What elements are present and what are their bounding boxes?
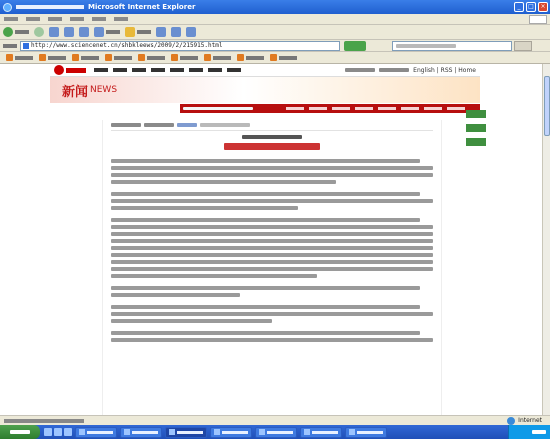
- task-icon: [349, 429, 355, 435]
- site-nav-item[interactable]: [151, 68, 165, 72]
- mail-icon: [171, 27, 181, 37]
- menu-view[interactable]: [48, 17, 62, 21]
- menu-file[interactable]: [4, 17, 18, 21]
- links-item[interactable]: [237, 54, 264, 61]
- start-label: [10, 430, 30, 434]
- forward-button[interactable]: [34, 27, 44, 37]
- banner-title-en: NEWS: [90, 85, 118, 95]
- address-label: [3, 44, 17, 48]
- vertical-scrollbar[interactable]: [542, 64, 550, 415]
- sciencenet-logo[interactable]: [54, 65, 86, 75]
- taskbar-button[interactable]: [255, 427, 297, 438]
- task-icon: [79, 429, 85, 435]
- quick-launch-icon[interactable]: [64, 428, 72, 436]
- globe-icon: [507, 417, 515, 425]
- channel-item[interactable]: [332, 107, 350, 110]
- site-header: [50, 64, 480, 77]
- article-paragraph: [111, 192, 433, 210]
- quick-launch-icon[interactable]: [44, 428, 52, 436]
- site-nav-item[interactable]: [94, 68, 108, 72]
- site-nav-item[interactable]: [113, 68, 127, 72]
- menu-tools[interactable]: [92, 17, 106, 21]
- star-icon: [125, 27, 135, 37]
- zone-label: Internet: [518, 417, 542, 424]
- side-tag[interactable]: [466, 124, 486, 132]
- side-tag[interactable]: [466, 138, 486, 146]
- task-icon: [304, 429, 310, 435]
- window-title-bar: [0, 0, 550, 14]
- channel-item[interactable]: [447, 107, 465, 110]
- scrollbar-thumb[interactable]: [544, 76, 550, 136]
- minimize-button[interactable]: _: [514, 2, 524, 12]
- link-icon: [237, 54, 244, 61]
- status-bar: [0, 415, 550, 425]
- taskbar-button[interactable]: [300, 427, 342, 438]
- forward-arrow-icon: [34, 27, 44, 37]
- links-item[interactable]: [171, 54, 198, 61]
- side-tags: [466, 110, 486, 152]
- refresh-button[interactable]: [64, 27, 74, 37]
- back-arrow-icon: [3, 27, 13, 37]
- security-zone: [507, 417, 542, 425]
- links-item[interactable]: [105, 54, 132, 61]
- header-right-links: [345, 67, 480, 74]
- channel-item[interactable]: [424, 107, 442, 110]
- task-icon: [214, 429, 220, 435]
- page-viewport: [0, 64, 542, 415]
- breadcrumb: [180, 104, 280, 113]
- address-text: http://www.sciencenet.cn/shbkleews/2009/2/215915.html: [31, 41, 223, 49]
- taskbar-button-active[interactable]: [165, 427, 207, 438]
- stop-icon: [49, 27, 59, 37]
- menu-favorites[interactable]: [70, 17, 84, 21]
- quick-launch-icon[interactable]: [54, 428, 62, 436]
- page-icon: [23, 43, 29, 49]
- article-headline-text: [224, 143, 320, 150]
- channel-item[interactable]: [309, 107, 327, 110]
- search-label: [106, 30, 120, 34]
- link-icon: [204, 54, 211, 61]
- quick-launch: [44, 428, 72, 436]
- link-icon: [171, 54, 178, 61]
- close-button[interactable]: ×: [538, 2, 548, 12]
- status-text: [4, 419, 84, 423]
- history-icon: [156, 27, 166, 37]
- article-headline: [111, 143, 433, 150]
- article-meta: [111, 120, 433, 131]
- article-paragraph: [111, 331, 433, 342]
- home-icon: [79, 27, 89, 37]
- print-icon: [186, 27, 196, 37]
- breadcrumb-text[interactable]: [183, 107, 253, 110]
- refresh-icon: [64, 27, 74, 37]
- link-icon: [138, 54, 145, 61]
- header-link[interactable]: [379, 68, 409, 72]
- menu-help[interactable]: [114, 17, 128, 21]
- favorites-label: [137, 30, 151, 34]
- link-icon: [72, 54, 79, 61]
- maximize-button[interactable]: □: [526, 2, 536, 12]
- channel-item[interactable]: [286, 107, 304, 110]
- go-button[interactable]: [344, 41, 366, 51]
- links-item[interactable]: [39, 54, 66, 61]
- site-nav-item[interactable]: [208, 68, 222, 72]
- favorites-button[interactable]: [125, 27, 151, 37]
- taskbar-button[interactable]: [75, 427, 117, 438]
- banner-title-cn: 新闻: [62, 84, 89, 100]
- window-controls: [514, 2, 548, 12]
- news-banner: [50, 77, 480, 103]
- home-button[interactable]: [79, 27, 89, 37]
- article-paragraph: [111, 159, 433, 184]
- menu-edit[interactable]: [26, 17, 40, 21]
- logo-mark-icon: [54, 65, 64, 75]
- link-icon: [39, 54, 46, 61]
- search-icon: [94, 27, 104, 37]
- stop-button[interactable]: [49, 27, 59, 37]
- links-item[interactable]: [270, 54, 297, 61]
- site-nav-item[interactable]: [227, 68, 241, 72]
- page-title-text: [16, 5, 84, 9]
- clock: [532, 430, 546, 434]
- site-nav-item[interactable]: [189, 68, 203, 72]
- channel-bar: [50, 103, 480, 113]
- article-paragraph: [111, 286, 433, 297]
- web-page: [50, 64, 480, 415]
- article-author: [111, 123, 141, 127]
- taskbar-button[interactable]: [210, 427, 252, 438]
- article-kicker: [111, 135, 433, 139]
- links-item[interactable]: [204, 54, 231, 61]
- toolbar-search-button[interactable]: [514, 41, 532, 51]
- window-title: Microsoft Internet Explorer: [88, 3, 196, 11]
- link-icon: [270, 54, 277, 61]
- start-button[interactable]: [0, 425, 40, 439]
- back-label: [15, 30, 29, 34]
- channel-nav: [280, 104, 480, 113]
- address-bar: [0, 40, 550, 52]
- article-paragraph: [111, 218, 433, 278]
- ie-app-icon: [3, 3, 12, 12]
- search-placeholder: [396, 44, 456, 48]
- task-icon: [259, 429, 265, 435]
- links-bar: [0, 52, 550, 64]
- article-paragraph: [111, 305, 433, 323]
- site-nav-item[interactable]: [132, 68, 146, 72]
- language-links[interactable]: English | RSS | Home: [413, 66, 476, 74]
- article-kicker-text: [242, 135, 302, 139]
- links-item[interactable]: [72, 54, 99, 61]
- print-button[interactable]: [186, 27, 196, 37]
- channel-item[interactable]: [378, 107, 396, 110]
- system-tray: [508, 425, 550, 439]
- history-button[interactable]: [156, 27, 166, 37]
- toolbar-search-input[interactable]: [392, 41, 512, 51]
- channel-item[interactable]: [401, 107, 419, 110]
- menu-bar: [0, 14, 550, 25]
- site-nav: [94, 68, 241, 72]
- task-icon: [169, 429, 175, 435]
- windows-logo-icon: [529, 15, 547, 24]
- task-icon: [124, 429, 130, 435]
- link-icon: [6, 54, 13, 61]
- address-input[interactable]: [20, 41, 340, 51]
- back-button[interactable]: [3, 27, 29, 37]
- header-link[interactable]: [345, 68, 375, 72]
- side-tag[interactable]: [466, 110, 486, 118]
- article-publish-time: [200, 123, 250, 127]
- search-button[interactable]: [94, 27, 120, 37]
- mail-button[interactable]: [171, 27, 181, 37]
- link-icon: [105, 54, 112, 61]
- article-source-label: [144, 123, 174, 127]
- windows-taskbar: [0, 425, 550, 439]
- article-source-link[interactable]: [177, 123, 197, 127]
- site-nav-item[interactable]: [170, 68, 184, 72]
- links-item[interactable]: [6, 54, 33, 61]
- channel-item[interactable]: [355, 107, 373, 110]
- links-item[interactable]: [138, 54, 165, 61]
- article: [102, 120, 442, 415]
- taskbar-button[interactable]: [120, 427, 162, 438]
- standard-toolbar: [0, 25, 550, 40]
- taskbar-button[interactable]: [345, 427, 387, 438]
- logo-wordmark: [66, 68, 86, 73]
